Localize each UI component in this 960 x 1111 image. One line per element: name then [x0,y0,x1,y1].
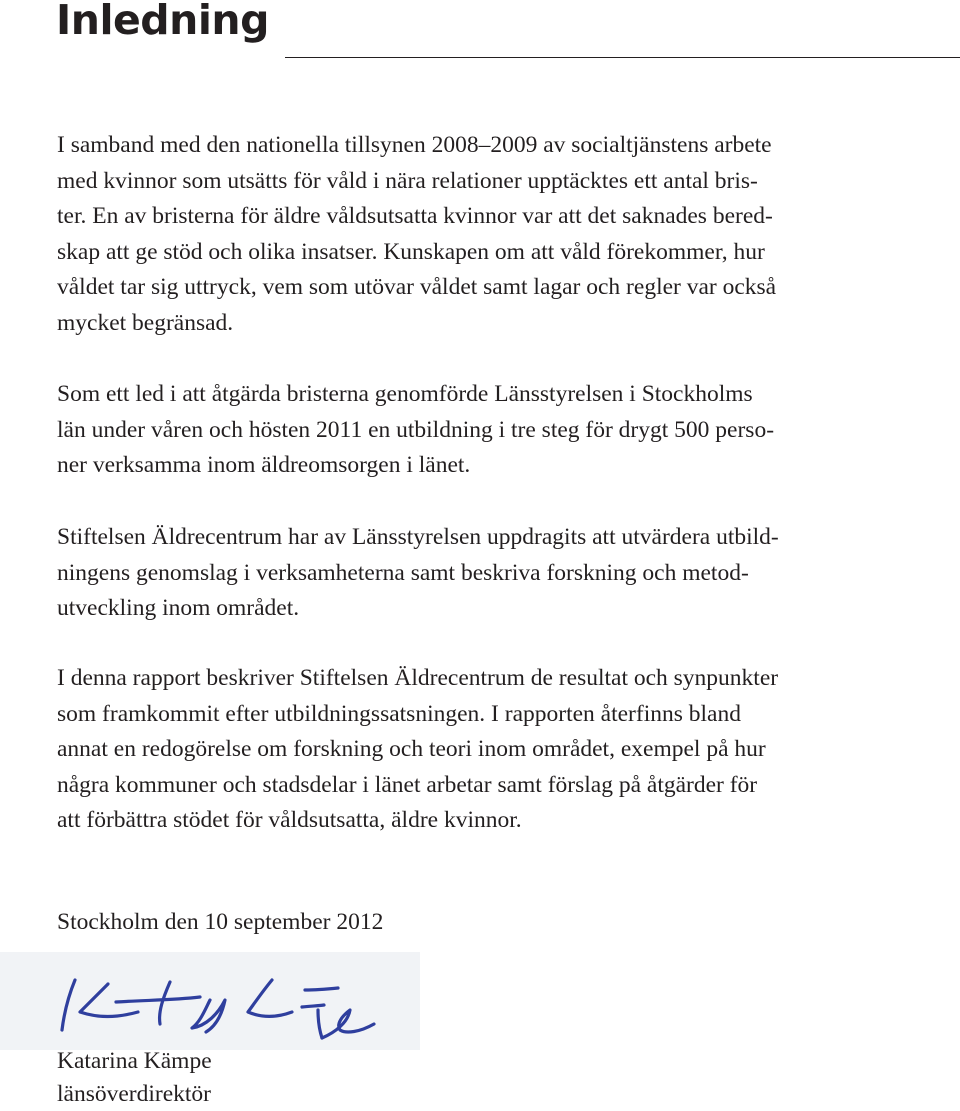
paragraph-line: Som ett led i att åtgärda bristerna genomförde Länsstyrelsen i Stockholms [57,381,753,407]
paragraph-line: I denna rapport beskriver Stiftelsen Äldrecentrum de resultat och synpunkter [57,665,779,691]
paragraph-line: ningens genomslag i verksamheterna samt beskriva forskning och metod- [57,559,749,586]
heading-rule [285,57,960,58]
paragraph-line: I samband med den nationella tillsynen 2008–2009 av socialtjänstens arbete [57,132,772,158]
signer-title-text: länsöverdirektör [57,1081,212,1107]
paragraph-3 [57,520,960,627]
paragraph-line: skap att ge stöd och olika insatser. Kunskapen om att våld förekommer, hur [57,238,765,265]
page-heading: Inledning [56,0,269,44]
paragraph-line: att förbättra stödet för våldsutsatta, äldre kvinnor. [57,807,522,833]
place-and-date [57,905,960,941]
paragraph-line: som framkommit efter utbildningssatsningen. I rapporten återfinns bland [57,700,741,727]
signer-name [57,1046,960,1077]
place-date-text: Stockholm den 10 september 2012 [57,909,384,935]
paragraph-line: annat en redogörelse om forskning och teori inom området, exempel på hur [57,736,766,762]
paragraph-line: mycket begränsad. [57,309,234,336]
paragraph-line: ter. En av bristerna för äldre våldsutsatta kvinnor var att det saknades bered- [57,203,773,229]
handwritten-signature [0,952,420,1050]
paragraph-1 [57,128,960,341]
paragraph-line: några kommuner och stadsdelar i länet arbetar samt förslag på åtgärder för [57,771,758,798]
paragraph-2 [57,377,960,484]
signer-title [57,1079,960,1110]
paragraph-line: med kvinnor som utsätts för våld i nära relationer upptäcktes ett antal bris- [57,167,758,194]
paragraph-line: utveckling inom området. [57,595,300,621]
paragraph-line: län under våren och hösten 2011 en utbildning i tre steg för drygt 500 perso- [57,416,775,443]
paragraph-line: våldet tar sig uttryck, vem som utövar våldet samt lagar och regler var också [57,274,777,300]
signer-name-text: Katarina Kämpe [57,1048,212,1074]
paragraph-4 [57,661,960,839]
paragraph-line: ner verksamma inom äldreomsorgen i länet. [57,452,471,478]
paragraph-line: Stiftelsen Äldrecentrum har av Länsstyrelsen uppdragits att utvärdera utbild- [57,524,779,550]
